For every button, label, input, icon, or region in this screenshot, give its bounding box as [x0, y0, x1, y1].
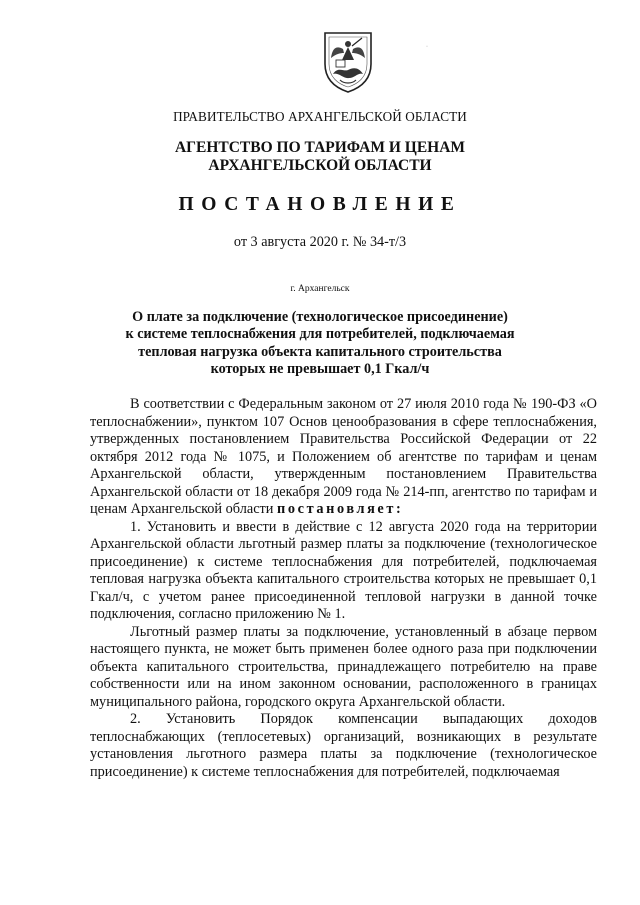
preamble-paragraph — [90, 396, 597, 519]
item-2-paragraph: 2. Установить Порядок компенсации выпадающих доходов теплоснабжающих (теплосетевых) организаций, возникающих в результате установления льготного размера платы за подключение (технологическое присоединение) к системе теплоснабжения для потребителей, подключаемая — [90, 711, 597, 780]
resolves-word: постановляет — [277, 501, 396, 517]
agency-name — [0, 139, 640, 175]
agency-name-line-1: АГЕНТСТВО ПО ТАРИФАМ И ЦЕНАМ — [174, 139, 466, 156]
document-title — [0, 309, 640, 379]
document-type: ПОСТАНОВЛЕНИЕ — [178, 194, 462, 215]
title-line-2: к системе теплоснабжения для потребителей, подключаемая — [125, 326, 515, 343]
title-line-1: О плате за подключение (технологическое присоединение) — [132, 309, 508, 325]
coat-of-arms-icon — [322, 30, 374, 94]
document-date-number: от 3 августа 2020 г. № 34-т/3 — [233, 234, 407, 250]
item-1-paragraph: 1. Установить и ввести в действие с 12 августа 2020 года на территории Архангельской области льготный размер платы за подключение (технологическое присоединение) к системе теплоснабжения для потребителей, подключаемая тепловая нагрузка объекта капитального строительства которых не превышает 0,1 Гкал/ч, с учетом ранее присоединенной тепловой нагрузки в данной точке подключения, согласно приложению № 1. — [90, 518, 597, 622]
government-name: ПРАВИТЕЛЬСТВО АРХАНГЕЛЬСКОЙ ОБЛАСТИ — [173, 109, 467, 124]
margin-mark: · — [426, 44, 428, 50]
document-city: г. Архангельск — [290, 284, 350, 294]
document-body — [90, 396, 597, 781]
title-line-3: тепловая нагрузка объекта капитального строительства — [138, 343, 502, 360]
resolves-colon: : — [396, 501, 401, 517]
title-line-4: которых не превышает 0,1 Гкал/ч — [210, 361, 430, 378]
preamble-text: В соответствии с Федеральным законом от 27 июля 2010 года № 190-ФЗ «О теплоснабжении», пунктом 107 Основ ценообразования в сфере теплоснабжения, утвержденных постановлением Правительства Российской Федерации от 22 октября 2012 года № 1075, и Положением об агентстве по тарифам и ценам Архангельской области, утвержденным постановлением Правительства Архангельской области от 18 декабря 2009 года № 214-пп, агентство по тарифам и ценам Архангельской области — [90, 396, 597, 517]
agency-name-line-2: АРХАНГЕЛЬСКОЙ ОБЛАСТИ — [208, 157, 432, 174]
item-1-note-paragraph: Льготный размер платы за подключение, установленный в абзаце первом настоящего пункта, не может быть применен более одного раза при подключении объекта капитального строительства, принадлежащего потребителю на праве собственности или на ином законном основании, расположенного в границах муниципального района, городского округа Архангельской области. — [90, 623, 597, 710]
